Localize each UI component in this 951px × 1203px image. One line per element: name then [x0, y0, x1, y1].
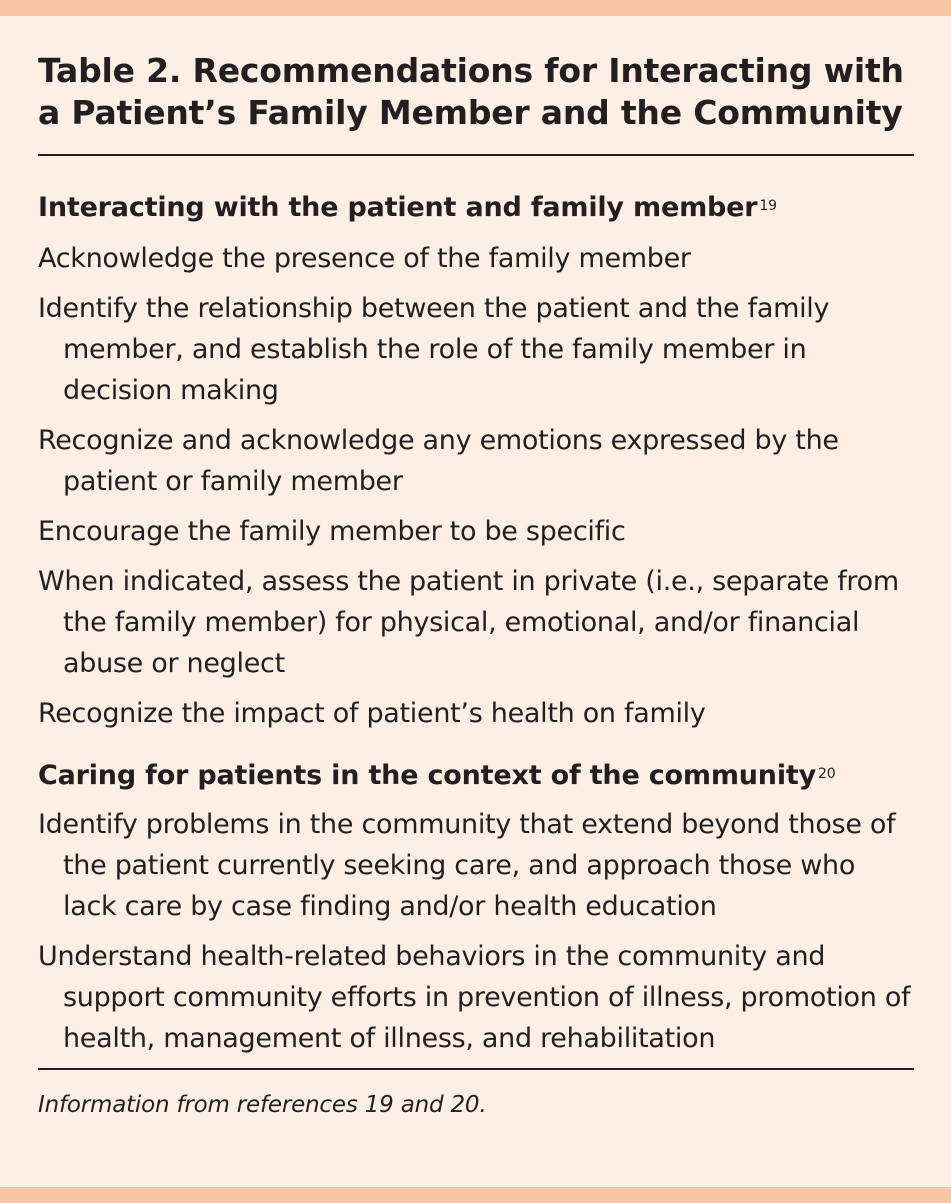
- section-family-member: [38, 190, 914, 734]
- section-heading: [38, 190, 914, 226]
- recommendation-item: Acknowledge the presence of the family member: [38, 243, 691, 274]
- table-content: [38, 50, 914, 1120]
- section-heading: [38, 758, 914, 794]
- recommendation-item: Identify problems in the community that extend beyond those of the patient currently seeking care, and approach those who lack care by case finding and/or health education: [38, 809, 896, 922]
- section-heading-text: Interacting with the patient and family member: [38, 192, 758, 223]
- table-title-line-1: Table 2. Recommendations for Interacting with: [38, 51, 904, 90]
- recommendation-item: When indicated, assess the patient in private (i.e., separate from the family member) for physical, emotional, and/or financial abuse or neglect: [38, 566, 899, 679]
- recommendation-item: Recognize the impact of patient’s health on family: [38, 698, 706, 729]
- recommendation-list: [38, 238, 914, 734]
- table-title: [38, 50, 914, 134]
- recommendation-item: Understand health-related behaviors in the community and support community efforts in prevention of illness, promotion of health, management of illness, and rehabilitation: [38, 941, 911, 1054]
- title-divider: [38, 154, 914, 156]
- recommendation-item: Encourage the family member to be specific: [38, 516, 626, 547]
- section-heading-text: Caring for patients in the context of the community: [38, 760, 816, 791]
- table-title-line-2: a Patient’s Family Member and the Community: [38, 93, 903, 132]
- recommendation-item: Recognize and acknowledge any emotions expressed by the patient or family member: [38, 425, 839, 497]
- reference-number: 20: [817, 766, 836, 782]
- table-footnote: Information from references 19 and 20.: [38, 1092, 487, 1118]
- reference-number: 19: [759, 198, 777, 214]
- recommendation-list: [38, 804, 914, 1059]
- section-community: [38, 758, 914, 1059]
- recommendation-item: Identify the relationship between the patient and the family member, and establish the role of the family member in decision making: [38, 293, 830, 406]
- bottom-accent-band: [0, 1187, 951, 1203]
- top-accent-band: [0, 0, 951, 16]
- footer-divider: [38, 1068, 914, 1070]
